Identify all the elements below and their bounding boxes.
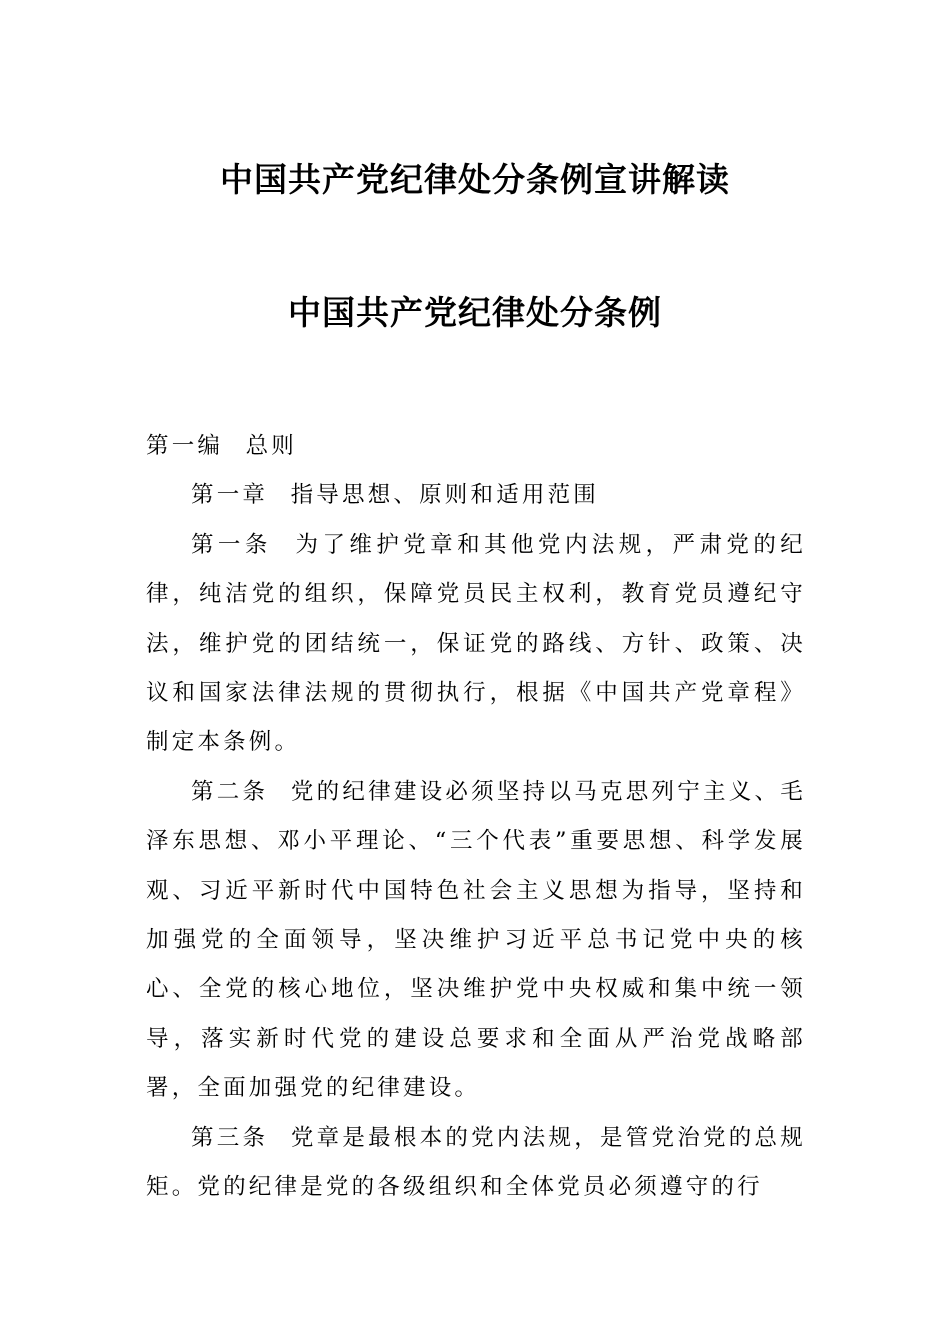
article-paragraph — [146, 1114, 806, 1213]
chapter-heading — [146, 471, 806, 520]
part-heading — [146, 422, 806, 471]
article-text: 党章是最根本的党内法规，是管党治党的总规矩。党的纪律是党的各级组织和全体党员必须遵守的行 — [146, 1124, 806, 1201]
article-paragraph — [146, 768, 806, 1114]
chapter-label: 第一章 — [191, 482, 269, 509]
document-subtitle: 中国共产党纪律处分条例 — [288, 293, 662, 332]
part-label: 第一编 — [146, 433, 224, 459]
chapter-name: 指导思想、原则和适用范围 — [290, 482, 600, 509]
article-label: 第二条 — [191, 778, 269, 805]
article-label: 第一条 — [191, 531, 272, 558]
article-text: 党的纪律建设必须坚持以马克思列宁主义、毛泽东思想、邓小平理论、“三个代表”重要思想、科学发展观、习近平新时代中国特色社会主义思想为指导，坚持和加强党的全面领导，坚决维护习近平总书记党中央的核心、全党的核心地位，坚决维护党中央权威和集中统一领导，落实新时代党的建设总要求和全面从严治党战略部署，全面加强党的纪律建设。 — [146, 778, 806, 1102]
document-title: 中国共产党纪律处分条例宣讲解读 — [220, 160, 730, 199]
article-label: 第三条 — [191, 1124, 269, 1151]
article-paragraph — [146, 521, 806, 768]
part-name: 总则 — [245, 433, 298, 459]
document-body — [146, 422, 806, 1213]
article-text: 为了维护党章和其他党内法规，严肃党的纪律，纯洁党的组织，保障党员民主权利，教育党员遵纪守法，维护党的团结统一，保证党的路线、方针、政策、决议和国家法律法规的贯彻执行，根据《中国共产党章程》制定本条例。 — [146, 531, 806, 756]
